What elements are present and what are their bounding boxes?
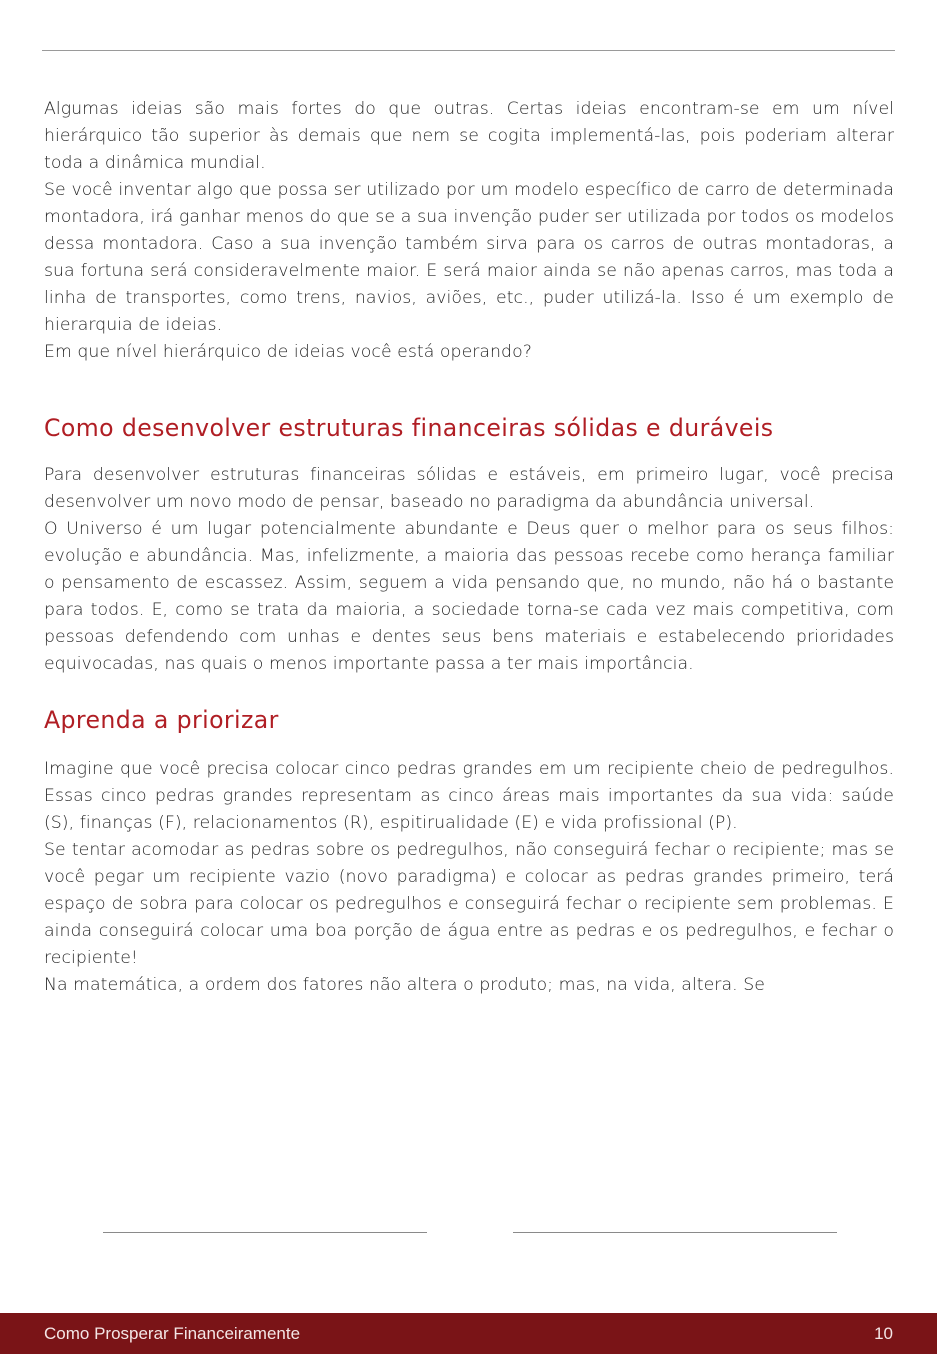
paragraph-ideias-fortes: Algumas ideias são mais fortes do que outras. Certas ideias encontram-se em um nível hierárquico tão superior às demais que nem se cogita implementá-las, pois poderiam alterar toda a dinâmica mundial.	[44, 99, 894, 173]
paragraph-matematica: Na matemática, a ordem dos fatores não altera o produto; mas, na vida, altera. Se	[44, 975, 765, 995]
header-divider	[42, 50, 895, 51]
page-content	[44, 96, 894, 999]
paragraph-universo: O Universo é um lugar potencialmente abundante e Deus quer o melhor para os seus filhos: evolução e abundância. Mas, infelizmente, a maioria das pessoas recebe como herança familiar o pensamento de escassez. Assim, seguem a vida pensando que, no mundo, não há o bastante para todos. E, como se trata da maioria, a sociedade torna-se cada vez mais competitiva, com pessoas defendendo com unhas e dentes seus bens materiais e estabelecendo prioridades equivocadas, nas quais o menos importante passa a ter mais importância.	[44, 519, 894, 674]
section-heading-priorizar: Aprenda a priorizar	[44, 706, 279, 734]
signature-line-right	[513, 1232, 837, 1233]
paragraph-pergunta: Em que nível hierárquico de ideias você está operando?	[44, 342, 532, 362]
footer-bar	[0, 1313, 937, 1354]
paragraph-recipiente: Se tentar acomodar as pedras sobre os pedregulhos, não conseguirá fechar o recipiente; mas se você pegar um recipiente vazio (novo paradigma) e colocar as pedras grandes primeiro, terá espaço de sobra para colocar os pedregulhos e conseguirá fechar o recipiente sem problemas. E ainda conseguirá colocar uma boa porção de água entre as pedras e os pedregulhos, e fechar o recipiente!	[44, 840, 894, 968]
paragraph-pedras: Imagine que você precisa colocar cinco pedras grandes em um recipiente cheio de pedregulhos. Essas cinco pedras grandes representam as cinco áreas mais importantes da sua vida: saúde (S), finanças (F), relacionamentos (R), espitirualidade (E) e vida profissional (P).	[44, 759, 894, 833]
section-heading-estruturas: Como desenvolver estruturas financeiras sólidas e duráveis	[44, 414, 774, 442]
paragraph-invencao: Se você inventar algo que possa ser utilizado por um modelo específico de carro de determinada montadora, irá ganhar menos do que se a sua invenção puder ser utilizada por todos os modelos dessa montadora. Caso a sua invenção também sirva para os carros de outras montadoras, a sua fortuna será consideravelmente maior. E será maior ainda se não apenas carros, mas toda a linha de transportes, como trens, navios, aviões, etc., puder utilizá-la. Isso é um exemplo de hierarquia de ideias.	[44, 180, 894, 335]
paragraph-estruturas-intro: Para desenvolver estruturas financeiras sólidas e estáveis, em primeiro lugar, você precisa desenvolver um novo modo de pensar, baseado no paradigma da abundância universal.	[44, 465, 894, 512]
page-number: 10	[874, 1324, 893, 1343]
footer-book-title: Como Prosperar Financeiramente	[44, 1324, 301, 1343]
signature-line-left	[103, 1232, 427, 1233]
